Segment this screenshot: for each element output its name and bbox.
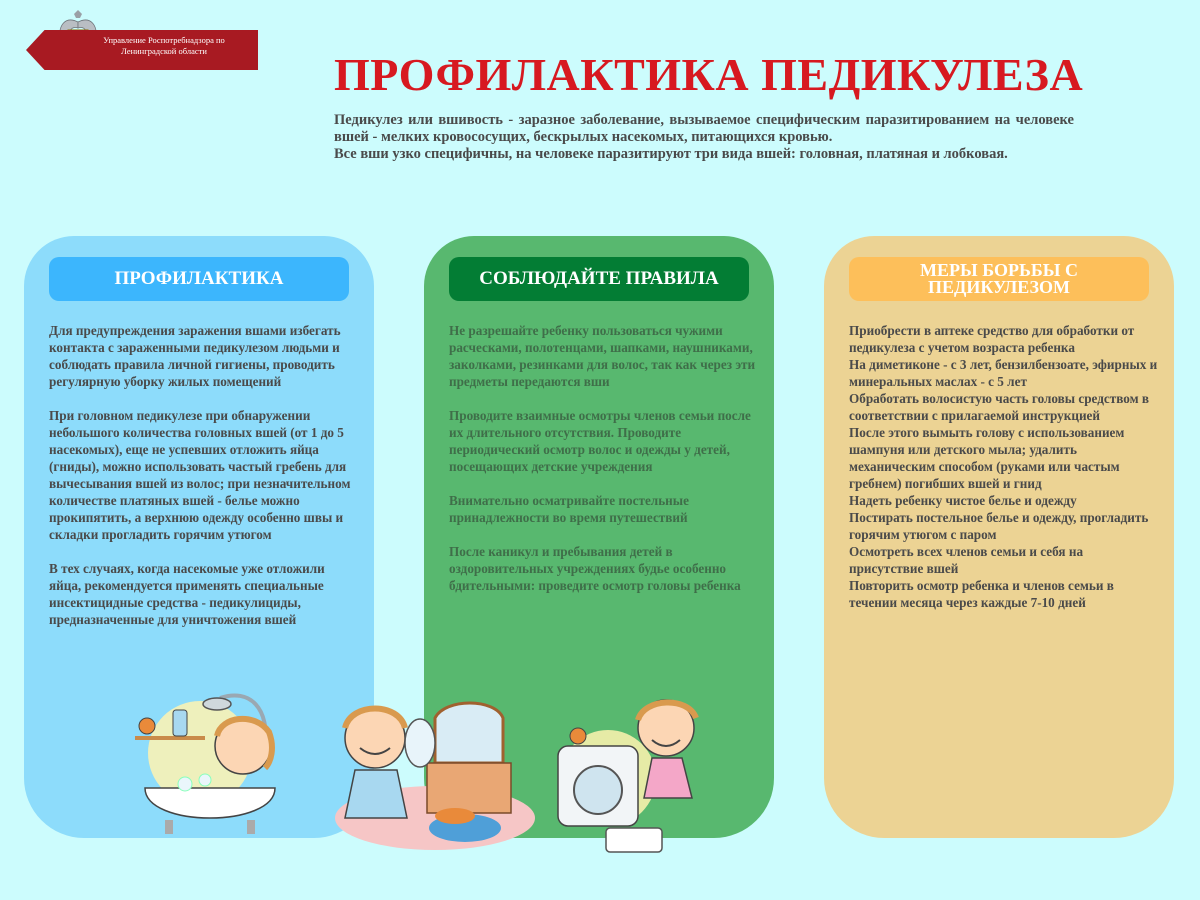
page-title: ПРОФИЛАКТИКА ПЕДИКУЛЕЗА	[334, 49, 1084, 100]
panel-paragraph: Обработать волосистую часть головы средством в соответствии с прилагаемой инструкцией	[849, 391, 1150, 423]
panel-heading: СОБЛЮДАЙТЕ ПРАВИЛА	[449, 257, 749, 301]
panel-paragraph: В тех случаях, когда насекомые уже отложили яйца, рекомендуется применять специальные инсектицидные средства - педикулициды, предназначенные для уничтожения вшей	[49, 561, 325, 627]
panel-paragraph: Приобрести в аптеке средство для обработки от педикулеза с учетом возраста ребенка	[849, 323, 1135, 355]
panel-paragraph: Надеть ребенку чистое белье и одежду	[849, 493, 1077, 508]
panel-paragraph: Не разрешайте ребенку пользоваться чужими расческами, полотенцами, шапками, наушниками, заколками, резинками для волос, так как через эти предметы передаются вши	[449, 323, 756, 389]
panel-paragraph: Внимательно осматривайте постельные принадлежности во время путешествий	[449, 493, 689, 525]
panel-paragraph: На диметиконе - с 3 лет, бензилбензоате, эфирных и минеральных маслах - с 5 лет	[849, 357, 1158, 389]
intro-text	[334, 112, 1074, 163]
org-name	[72, 35, 256, 57]
panel-heading-line2: ПЕДИКУЛЕЗОМ	[927, 277, 1071, 297]
panel-body	[449, 322, 759, 611]
intro-paragraph: Все вши узко специфичны, на человеке паразитируют три вида вшей: головная, платяная и лобковая.	[334, 146, 1008, 162]
panel-heading-line1: МЕРЫ БОРЬБЫ С	[920, 260, 1078, 280]
intro-paragraph: Педикулез или вшивость - заразное заболевание, вызываемое специфическим паразитированием на человеке вшей - мелких кровососущих, бескрылых насекомых, питающихся кровью.	[334, 112, 1074, 145]
panel-heading: ПРОФИЛАКТИКА	[49, 257, 349, 301]
panel-paragraph: Проводите взаимные осмотры членов семьи после их длительного отсутствия. Проводите периодический осмотр волос и одежды у детей, посещающих детские учреждения	[449, 408, 751, 474]
child-mirror-illustration	[315, 688, 535, 858]
panel-body	[49, 322, 359, 645]
child-bathing-illustration	[125, 688, 295, 858]
panel-paragraph: Повторить осмотр ребенка и членов семьи в течении месяца через каждые 7-10 дней	[849, 578, 1114, 610]
panel-paragraph: При головном педикулезе при обнаружении небольшого количества головных вшей (от 1 до 5 насекомых), еще не успевших отложить яйца (гниды), можно использовать частый гребень для вычесывания вшей из волос; при незначительном количестве платяных вшей - белье можно прокипятить, а верхнюю одежду особенно швы и складки прогладить горячим утюгом	[49, 408, 351, 542]
panel-control-measures	[824, 236, 1174, 838]
org-name-line2: Ленинградской области	[121, 46, 207, 56]
panel-paragraph: После каникул и пребывания детей в оздоровительных учреждениях будье особенно бдительными: проведите осмотр головы ребенка	[449, 544, 741, 593]
org-name-line1: Управление Роспотребнадзора по	[103, 35, 225, 45]
panel-paragraph: Для предупреждения заражения вшами избегать контакта с зараженными педикулезом людьми и соблюдать правила личной гигиены, проводить регулярную уборку жилых помещений	[49, 323, 341, 389]
panel-paragraph: Постирать постельное белье и одежду, прогладить горячим утюгом с паром	[849, 510, 1149, 542]
panel-body	[849, 322, 1159, 611]
panel-paragraph: После этого вымыть голову с использованием шампуня или детского мыла; удалить механическим способом (руками или частым гребнем) погибших вшей и гнид	[849, 425, 1125, 491]
panel-paragraph: Осмотреть всех членов семьи и себя на присутствие вшей	[849, 544, 1084, 576]
panel-heading	[849, 257, 1149, 301]
child-laundry-illustration	[548, 688, 718, 858]
